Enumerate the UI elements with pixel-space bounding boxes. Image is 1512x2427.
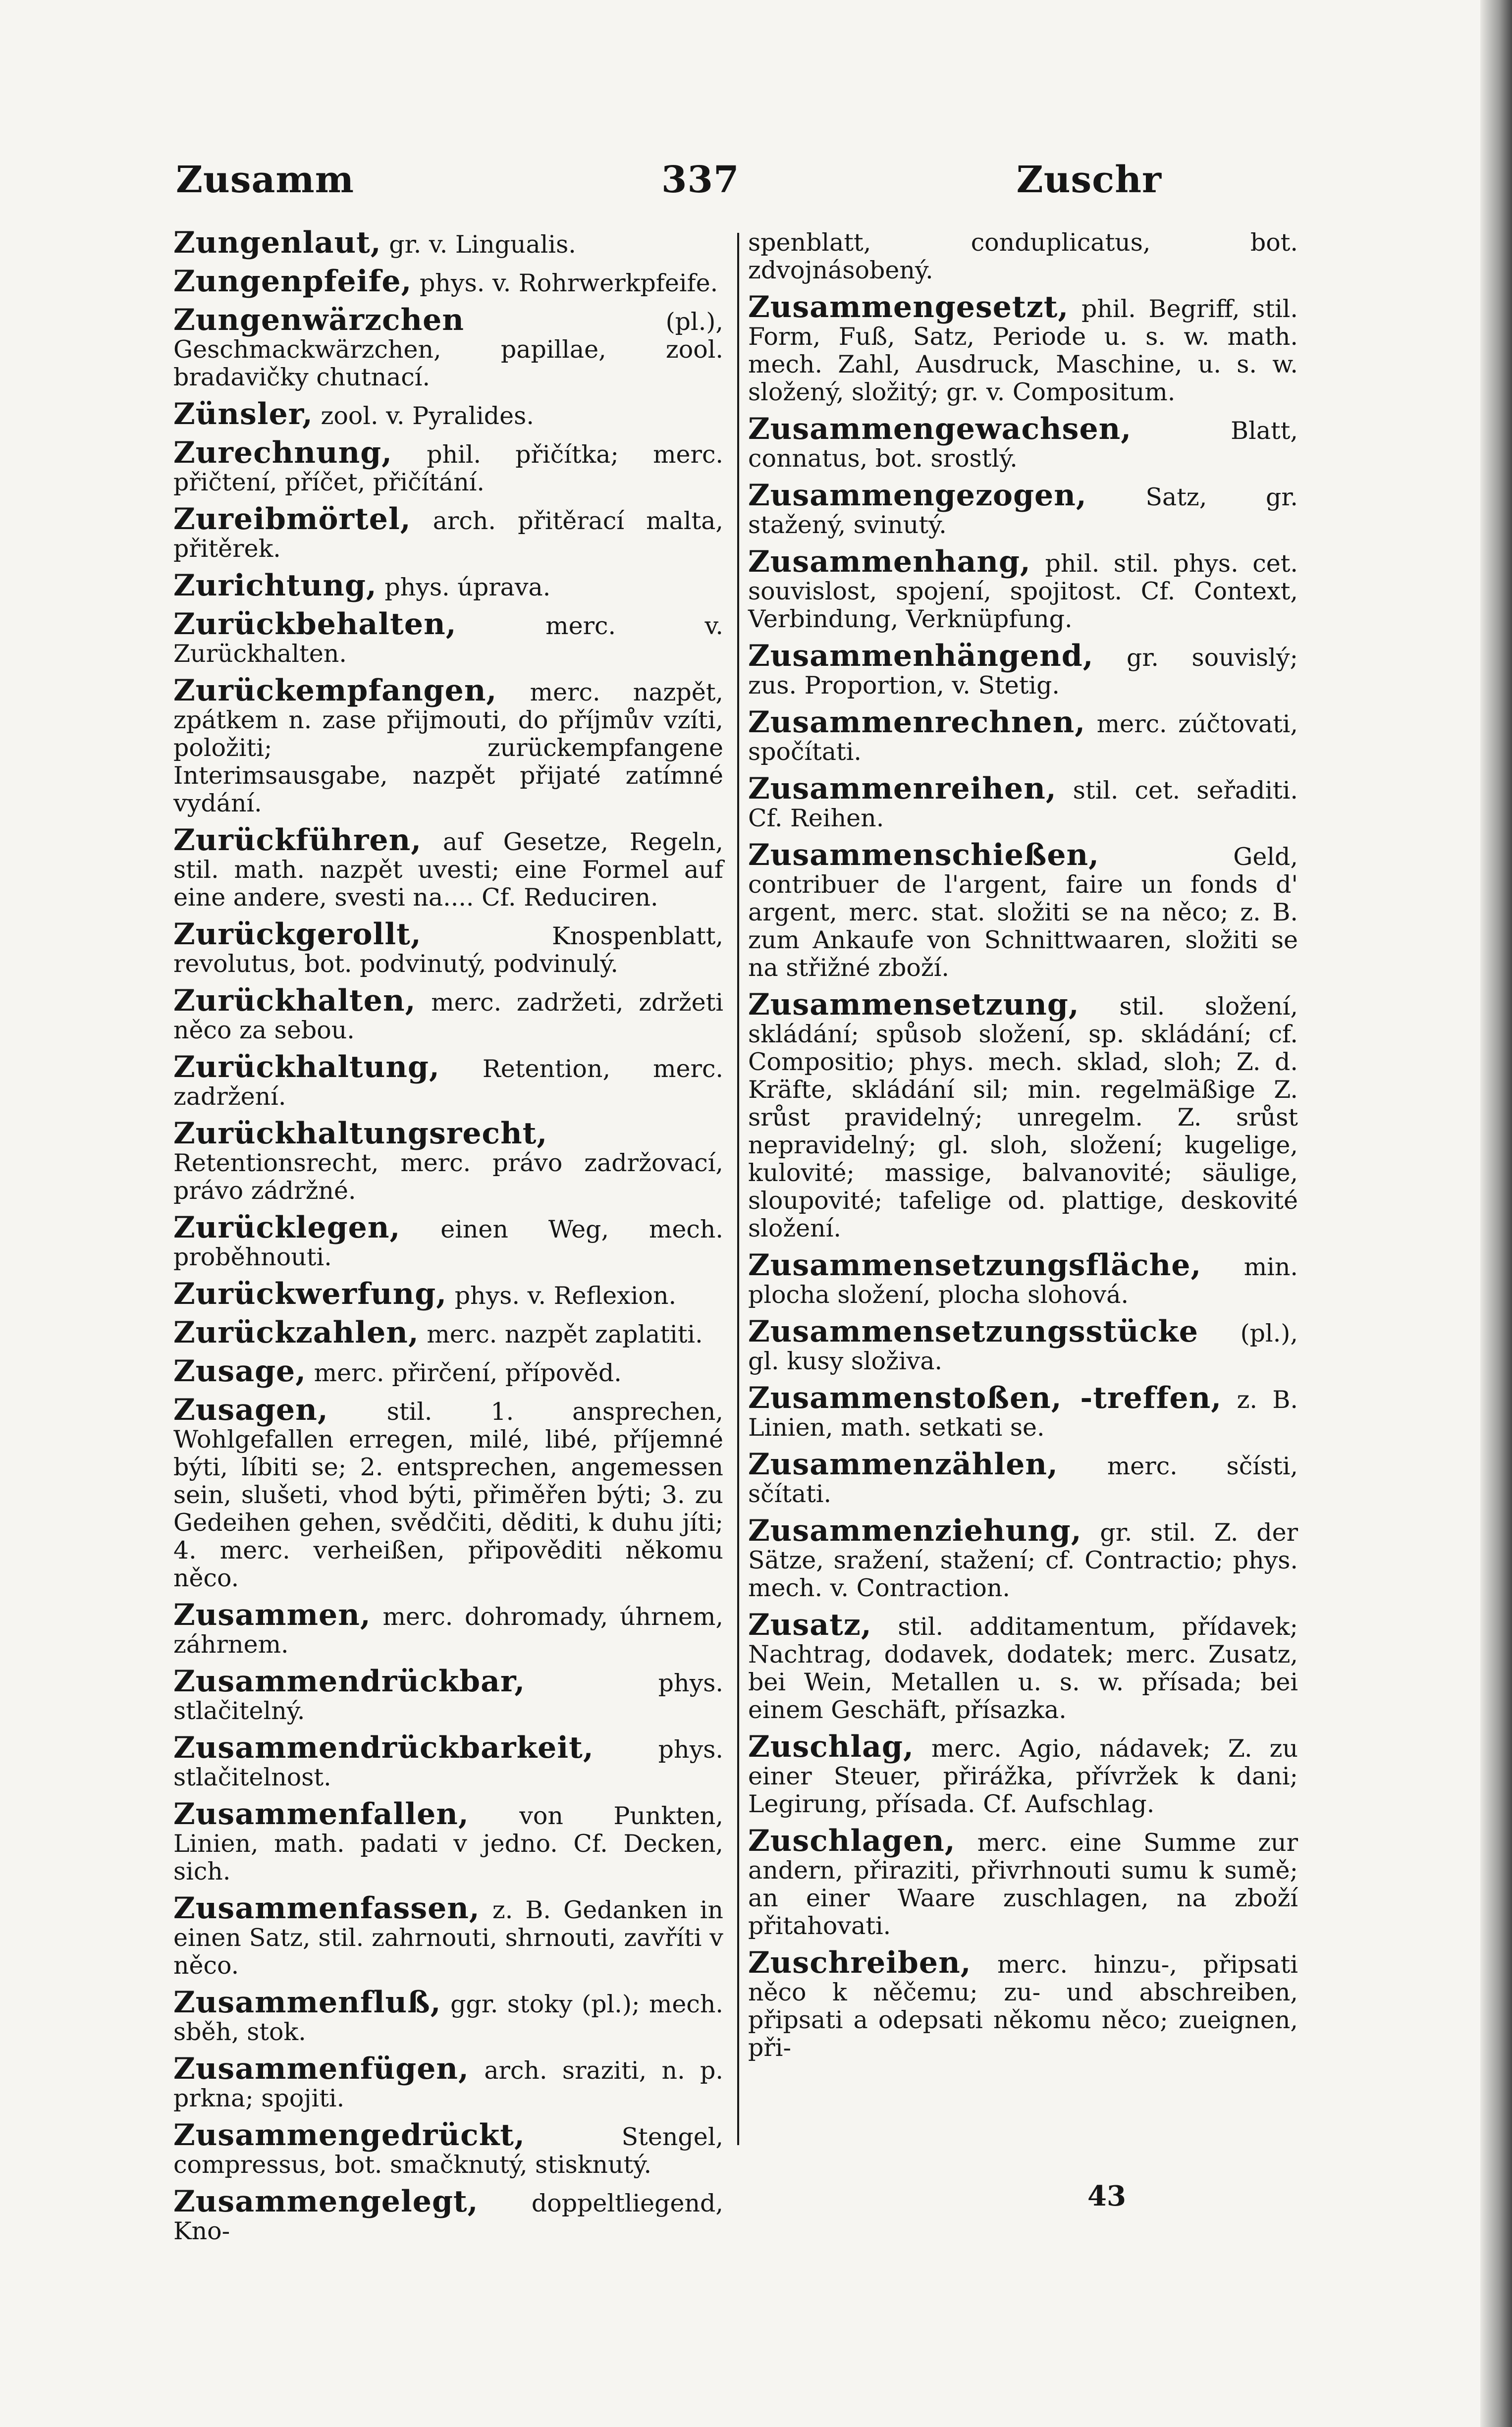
entry-definition: arch. sraziti, n. p. prkna; spojiti. [173, 2056, 724, 2112]
entry-definition: zool. v. Pyralides. [321, 402, 534, 430]
entry-headword: Zusammendrückbarkeit, [173, 1730, 594, 1765]
entry-headword: Zusammengedrückt, [173, 2118, 525, 2153]
entry-definition: stil. additamentum, přídavek; Nachtrag, dodavek, dodatek; merc. Zusatz, bei Wein, Metallen u. s. w. přísada; bei einem Geschäft, přísazka. [748, 1613, 1298, 1724]
entry-headword: Zurückzahlen, [173, 1315, 419, 1350]
dictionary-entry [748, 1608, 1298, 1724]
entry-headword: Zusammen, [173, 1598, 371, 1632]
dictionary-entry [173, 1598, 723, 1659]
dictionary-entry [173, 1393, 724, 1592]
entry-definition: phil. Begriff, stil. Form, Fuß, Satz, Periode u. s. w. math. mech. Zahl, Ausdruck, Maschine, u. s. w. složený, složitý; gr. v. Compositum. [748, 295, 1298, 406]
entry-headword: Zusammengewachsen, [748, 412, 1132, 446]
entry-definition: merc. zadržeti, zdržeti něco za sebou. [173, 988, 723, 1044]
entry-definition: min. plocha složení, plocha slohová. [748, 1253, 1298, 1309]
entry-headword: Zungenwärzchen [173, 303, 464, 337]
dictionary-entry [748, 1513, 1298, 1602]
dictionary-entry [748, 1248, 1298, 1309]
entry-definition: merc. sčísti, sčítati. [748, 1452, 1298, 1508]
dictionary-entry [748, 1314, 1298, 1375]
right-column [748, 229, 1298, 2166]
entry-headword: Zurückgerollt, [173, 917, 422, 952]
printer-signature: 43 [1087, 2180, 1126, 2212]
entry-definition: phys. v. Reflexion. [454, 1282, 677, 1310]
entry-definition: ggr. stoky (pl.); mech. sběh, stok. [173, 1990, 723, 2046]
entry-definition: stil. cet. seřaditi. Cf. Reihen. [748, 776, 1298, 832]
dictionary-entry [173, 1210, 723, 1271]
entry-definition: (pl.), Geschmackwärzchen, papillae, zool. bradavičky chutnací. [173, 308, 723, 391]
entry-definition: einen Weg, mech. proběhnouti. [173, 1215, 723, 1271]
entry-definition: stil. složení, skládání; spůsob složení, sp. skládání; cf. Compositio; phys. mech. sklad, sloh; Z. d. Kräfte, skládání sil; min. regelmäßige Z. srůst pravidelný; unregelm. Z. srůst nepravidelný; gl. sloh, složení; kugelige, kulovité; massige, balvanovité; säulige, sloupovité; tafelige od. plattige, deskovité složení. [748, 992, 1298, 1242]
entry-definition: merc. zúčtovati, spočítati. [748, 710, 1298, 766]
entry-definition: gr. souvislý; zus. Proportion, v. Stetig. [748, 644, 1298, 700]
entry-definition: phil. stil. phys. cet. souvislost, spojení, spojitost. Cf. Context, Verbindung, Verknüpfung. [748, 549, 1298, 633]
dictionary-entry [173, 673, 724, 817]
dictionary-entry [748, 987, 1298, 1242]
dictionary-entry [173, 1730, 723, 1791]
dictionary-entry [173, 823, 723, 912]
entry-headword: Zureibmörtel, [173, 502, 411, 537]
entry-definition: gr. stil. Z. der Sätze, sražení, stažení; cf. Contractio; phys. mech. v. Contraction. [748, 1518, 1298, 1602]
entry-definition: phys. stlačitelnost. [173, 1735, 723, 1791]
dictionary-entry [748, 639, 1298, 700]
entry-definition: doppeltliegend, Kno- [173, 2189, 723, 2245]
dictionary-entry [173, 1050, 723, 1111]
entry-headword: Zusage, [173, 1354, 307, 1389]
dictionary-entry [748, 1447, 1298, 1508]
entry-headword: Zungenlaut, [173, 225, 381, 260]
entry-headword: Zusammengelegt, [173, 2184, 479, 2219]
entry-headword: Zusammenfluß, [173, 1985, 441, 2020]
entry-definition: merc. eine Summe zur andern, přiraziti, přivrhnouti sumu k sumě; an einer Waare zuschlagen, na zboží přitahovati. [748, 1829, 1298, 1940]
dictionary-entry [173, 225, 723, 260]
dictionary-entry [173, 1985, 723, 2046]
dictionary-entry [173, 1277, 723, 1311]
dictionary-entry [748, 1729, 1298, 1818]
entry-definition: z. B. Linien, math. setkati se. [748, 1386, 1298, 1442]
dictionary-entry [748, 771, 1298, 832]
dictionary-entry [748, 838, 1298, 982]
dictionary-entry [173, 1116, 723, 1205]
entry-headword: Zuschlagen, [748, 1824, 956, 1858]
dictionary-entry [748, 1945, 1298, 2062]
dictionary-entry [748, 705, 1298, 766]
header-left-catchword: Zusamm [176, 159, 355, 201]
entry-definition: merc. hinzu-, připsati něco k něčemu; zu- und abschreiben, připsati a odepsati někomu něco; zueignen, při- [748, 1950, 1298, 2062]
entry-headword: Zurückhaltung, [173, 1050, 440, 1084]
entry-headword: Zurückhaltungsrecht, [173, 1116, 548, 1151]
entry-headword: Zurücklegen, [173, 1210, 401, 1245]
entry-headword: Zusatz, [748, 1608, 872, 1642]
entry-headword: Zusammensetzungsstücke [748, 1314, 1198, 1349]
entry-definition: phys. v. Rohrwerkpfeife. [419, 269, 718, 297]
dictionary-entry [748, 1824, 1298, 1940]
page-header [176, 159, 1162, 218]
dictionary-entry [748, 544, 1298, 633]
entry-definition: Satz, gr. stažený, svinutý. [748, 483, 1298, 539]
entry-definition: spenblatt, conduplicatus, bot. zdvojnásobený. [748, 228, 1298, 284]
entry-definition: gr. v. Lingualis. [389, 230, 576, 259]
dictionary-entry [748, 412, 1298, 473]
dictionary-entry [173, 2118, 723, 2179]
entry-headword: Zusammensetzung, [748, 987, 1080, 1022]
page-number: 337 [661, 159, 740, 201]
entry-definition: merc. přirčení, přípověd. [314, 1359, 622, 1387]
entry-headword: Zusammenrechnen, [748, 705, 1086, 740]
column-divider [737, 233, 739, 2145]
entry-definition: stil. 1. ansprechen, Wohlgefallen erregen, milé, libé, příjemné býti, líbiti se; 2. entsprechen, angemessen sein, slušeti, vhod býti, přiměřen býti; 3. zu Gedeihen gehen, svědčiti, děditi, k duhu jíti; 4. merc. verheißen, připověditi někomu něco. [173, 1398, 724, 1592]
entry-definition: Retention, merc. zadržení. [173, 1055, 723, 1111]
book-spine-edge [1480, 0, 1512, 2427]
entry-definition: Stengel, compressus, bot. smačknutý, stisknutý. [173, 2123, 723, 2179]
dictionary-entry [173, 502, 723, 563]
entry-headword: Zusammenfassen, [173, 1891, 480, 1926]
dictionary-entry [173, 917, 723, 978]
entry-definition: arch. přitěrací malta, přitěrek. [173, 507, 723, 563]
dictionary-entry [173, 1354, 723, 1389]
dictionary-entry [748, 229, 1298, 284]
entry-headword: Zurichtung, [173, 568, 377, 603]
entry-headword: Zusammenfallen, [173, 1797, 469, 1832]
left-column [173, 225, 724, 2245]
dictionary-entry [748, 290, 1298, 406]
entry-headword: Zünsler, [173, 397, 313, 431]
entry-headword: Zurückbehalten, [173, 607, 457, 642]
dictionary-entry [173, 303, 723, 391]
entry-headword: Zusammenfügen, [173, 2051, 469, 2086]
dictionary-entry [173, 1891, 723, 1980]
entry-headword: Zusammenhang, [748, 544, 1031, 579]
dictionary-entry [173, 2051, 724, 2112]
entry-definition: merc. nazpět, zpátkem n. zase přijmouti, do příjmův vzíti, položiti; zurückempfangene Interimsausgabe, nazpět přijaté zatímné vydání. [173, 678, 724, 817]
entry-definition: merc. nazpět zaplatiti. [427, 1320, 703, 1348]
dictionary-entry [173, 435, 723, 496]
entry-headword: Zusammengesetzt, [748, 290, 1069, 324]
dictionary-entry [748, 1381, 1298, 1442]
dictionary-entry [173, 2184, 723, 2245]
entry-definition: phys. úprava. [384, 573, 551, 601]
entry-definition: merc. Agio, nádavek; Z. zu einer Steuer, přirážka, přívržek k dani; Legirung, přísada. Cf. Aufschlag. [748, 1734, 1298, 1818]
dictionary-entry [748, 478, 1298, 539]
entry-headword: Zurückführen, [173, 823, 422, 858]
dictionary-entry [173, 1797, 723, 1886]
entry-definition: merc. v. Zurückhalten. [173, 612, 723, 668]
entry-definition: z. B. Gedanken in einen Satz, stil. zahrnouti, shrnouti, zavříti v něco. [173, 1896, 723, 1980]
entry-headword: Zungenpfeife, [173, 264, 412, 299]
dictionary-entry [173, 1315, 723, 1350]
entry-definition: merc. dohromady, úhrnem, záhrnem. [173, 1603, 723, 1659]
entry-definition: phys. stlačitelný. [173, 1669, 723, 1725]
dictionary-entry [173, 264, 723, 299]
dictionary-entry [173, 607, 723, 668]
entry-definition: Knospenblatt, revolutus, bot. podvinutý, podvinulý. [173, 922, 723, 978]
dictionary-entry [173, 397, 723, 431]
header-right-catchword: Zuschr [1016, 159, 1162, 201]
entry-headword: Zuschlag, [748, 1729, 914, 1764]
entry-definition: auf Gesetze, Regeln, stil. math. nazpět uvesti; eine Formel auf eine andere, svesti na.... Cf. Reduciren. [173, 828, 723, 912]
entry-headword: Zusammenhängend, [748, 639, 1094, 673]
dictionary-entry [173, 983, 723, 1044]
entry-headword: Zuschreiben, [748, 1945, 972, 1980]
entry-headword: Zusammenzählen, [748, 1447, 1058, 1482]
entry-headword: Zurückempfangen, [173, 673, 497, 708]
entry-headword: Zurückwerfung, [173, 1277, 447, 1311]
entry-definition: Blatt, connatus, bot. srostlý. [748, 417, 1298, 473]
entry-headword: Zusammensetzungsfläche, [748, 1248, 1202, 1283]
entry-headword: Zusammenziehung, [748, 1513, 1082, 1548]
entry-headword: Zusammengezogen, [748, 478, 1087, 513]
entry-headword: Zusammenschießen, [748, 838, 1100, 872]
entry-definition: (pl.), gl. kusy složiva. [748, 1319, 1298, 1375]
entry-headword: Zusagen, [173, 1393, 328, 1427]
entry-definition: Geld, contribuer de l'argent, faire un fonds d' argent, merc. stat. složiti se na něco; z. B. zum Ankaufe von Schnittwaaren, složiti se na střižné zboží. [748, 843, 1298, 982]
entry-headword: Zurückhalten, [173, 983, 416, 1018]
entry-definition: phil. přičítka; merc. přičtení, příčet, přičítání. [173, 440, 723, 496]
entry-headword: Zurechnung, [173, 435, 393, 470]
dictionary-entry [173, 568, 723, 603]
entry-headword: Zusammendrückbar, [173, 1664, 526, 1699]
entry-definition: Retentionsrecht, merc. právo zadržovací, právo zádržné. [173, 1149, 723, 1205]
entry-headword: Zusammenstoßen, -treffen, [748, 1381, 1222, 1415]
entry-definition: von Punkten, Linien, math. padati v jedno. Cf. Decken, sich. [173, 1802, 723, 1886]
dictionary-entry [173, 1664, 723, 1725]
entry-headword: Zusammenreihen, [748, 771, 1057, 806]
